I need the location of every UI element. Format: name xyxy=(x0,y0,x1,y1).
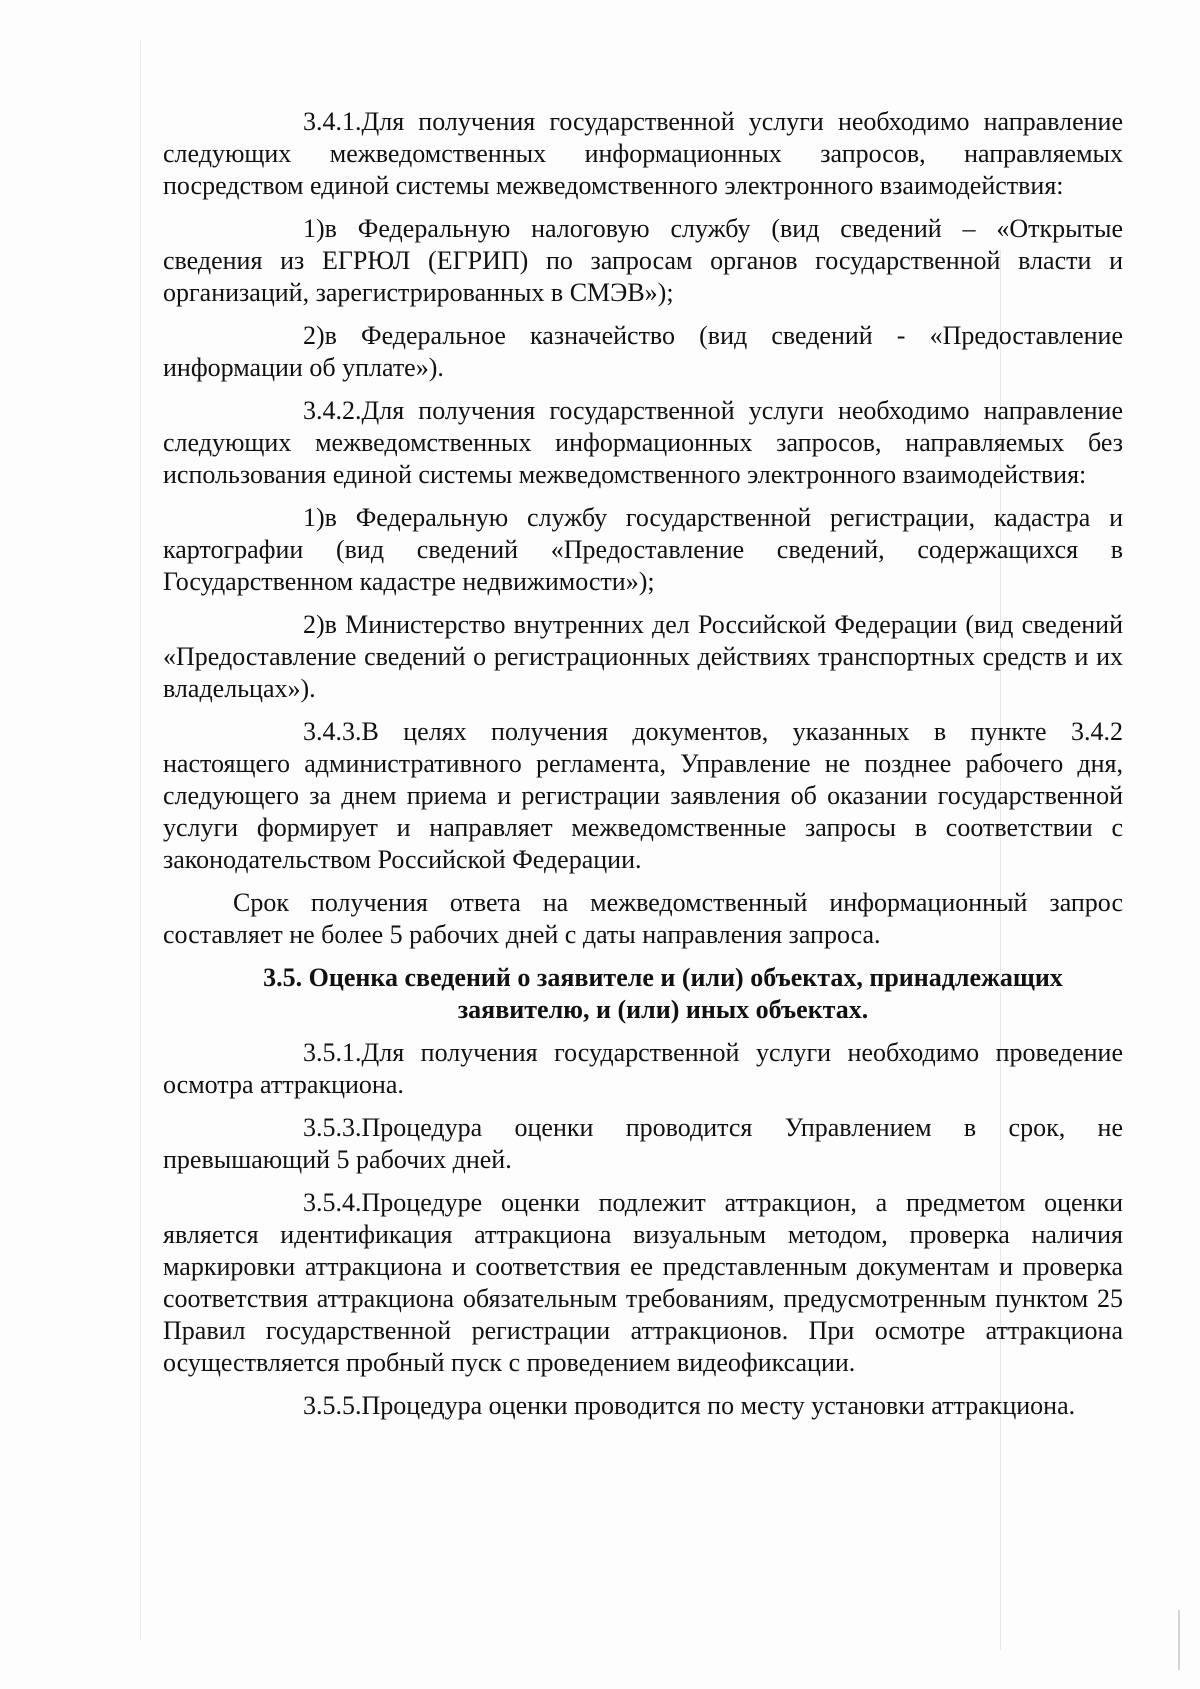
clause-number: 3.5.4. xyxy=(303,1188,362,1217)
item-text: в Федеральную службу государственной регистрации, кадастра и картографии (вид сведений «Предоставление сведений, содержащихся в Государственном кадастре недвижимости»); xyxy=(163,503,1123,596)
paragraph-3-4-1 xyxy=(163,106,1123,202)
clause-text: Процедуре оценки подлежит аттракцион, а предметом оценки является идентификация аттракциона визуальным методом, проверка наличия маркировки аттракциона и соответствия ее представленным документам и проверка соответствия аттракциона обязательным требованиям, предусмотренным пунктом 25 Правил государственной регистрации аттракционов. При осмотре аттракциона осуществляется пробный пуск с проведением видеофиксации. xyxy=(163,1188,1123,1377)
paragraph-3-5-3 xyxy=(163,1112,1123,1176)
item-number: 1) xyxy=(303,503,325,532)
paragraph-3-5-4 xyxy=(163,1187,1123,1379)
paragraph-3-4-2-item-1 xyxy=(163,502,1123,598)
clause-number: 3.4.1. xyxy=(303,107,362,136)
item-text: в Министерство внутренних дел Российской Федерации (вид сведений «Предоставление сведений о регистрационных действиях транспортных средств и их владельцах»). xyxy=(163,610,1123,703)
clause-text: Срок получения ответа на межведомственный информационный запрос составляет не более 5 рабочих дней с даты направления запроса. xyxy=(163,888,1123,949)
paragraph-3-4-1-item-1 xyxy=(163,213,1123,309)
paragraph-3-4-2 xyxy=(163,395,1123,491)
clause-text: Для получения государственной услуги необходимо направление следующих межведомственных информационных запросов, направляемых посредством единой системы межведомственного электронного взаимодействия: xyxy=(163,107,1123,200)
clause-number: 3.4.3. xyxy=(303,717,362,746)
section-heading-3-5: 3.5. Оценка сведений о заявителе и (или) объектах, принадлежащих заявителю, и (или) иных объектах. xyxy=(263,963,1063,1024)
paragraph-3-4-2-item-2 xyxy=(163,609,1123,705)
paragraph-3-4-3-term xyxy=(163,887,1123,951)
clause-text: Для получения государственной услуги необходимо направление следующих межведомственных информационных запросов, направляемых без использования единой системы межведомственного электронного взаимодействия: xyxy=(163,396,1123,489)
item-number: 2) xyxy=(303,321,325,350)
scan-edge-mark xyxy=(1178,1610,1180,1670)
paragraph-3-5-5 xyxy=(163,1390,1123,1422)
clause-text: В целях получения документов, указанных в пункте 3.4.2 настоящего административного регламента, Управление не позднее рабочего дня, следующего за днем приема и регистрации заявления об оказании государственной услуги формирует и направляет межведомственные запросы в соответствии с законодательством Российской Федерации. xyxy=(163,717,1123,874)
item-number: 2) xyxy=(303,610,325,639)
paragraph-3-5-1 xyxy=(163,1037,1123,1101)
clause-number: 3.4.2. xyxy=(303,396,362,425)
clause-number: 3.5.1. xyxy=(303,1038,362,1067)
item-text: в Федеральное казначейство (вид сведений - «Предоставление информации об уплате»). xyxy=(163,321,1123,382)
clause-text: Для получения государственной услуги необходимо проведение осмотра аттракциона. xyxy=(163,1038,1123,1099)
clause-number: 3.5.5. xyxy=(303,1391,362,1420)
paragraph-3-4-3 xyxy=(163,716,1123,876)
clause-text: Процедура оценки проводится по месту установки аттракциона. xyxy=(361,1391,1076,1420)
item-number: 1) xyxy=(303,214,325,243)
clause-number: 3.5.3. xyxy=(303,1113,362,1142)
clause-text: Процедура оценки проводится Управлением в срок, не превышающий 5 рабочих дней. xyxy=(163,1113,1123,1174)
document-body xyxy=(163,106,1123,1433)
scan-fold-line-left xyxy=(140,40,141,1640)
item-text: в Федеральную налоговую службу (вид сведений – «Открытые сведения из ЕГРЮЛ (ЕГРИП) по запросам органов государственной власти и организаций, зарегистрированных в СМЭВ»); xyxy=(163,214,1123,307)
paragraph-3-4-1-item-2 xyxy=(163,320,1123,384)
